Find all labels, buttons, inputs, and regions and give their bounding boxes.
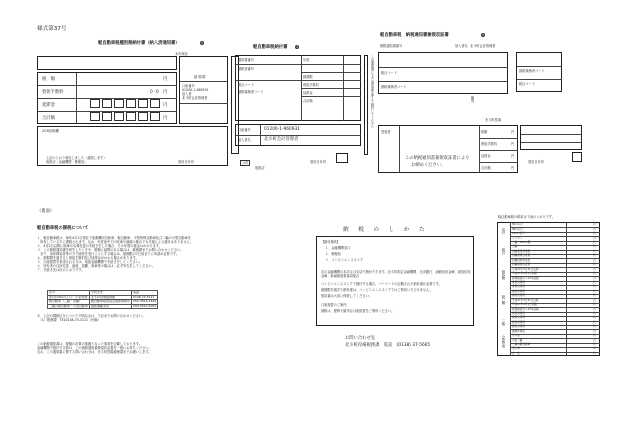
rate-row-label: 50cc以下 [512, 223, 524, 227]
slip2-notice-no: 通知書番号 [238, 58, 254, 62]
td: 原付(125cc以下)・小型特殊 [48, 295, 90, 300]
rate-yen: 円 [593, 347, 596, 351]
payment-title: 納 税 の し か た [343, 227, 427, 233]
rate-table [497, 222, 600, 356]
rate-yen: 円 [593, 303, 596, 307]
rate-row-label: 乗用自家用 [512, 285, 525, 289]
td: 050-5540-2002 [133, 303, 157, 308]
rate-yen: 円 [593, 227, 596, 231]
rate-group: 二輪 [501, 319, 505, 326]
payment-text-2: コンビニエンスストアで納付する場合、バーコードの記載された納付書が必要です。 [321, 282, 442, 286]
rate-yen: 円 [593, 232, 596, 236]
payment-box [316, 236, 474, 326]
rate-yen: 円 [593, 241, 596, 245]
rate-row-label: 雪上車 [512, 347, 520, 351]
rate-yen: 円 [593, 254, 596, 258]
slip2-tax-code: 税目コード [238, 83, 254, 87]
yen: 円 [511, 154, 515, 158]
td: 函館運輸支局 [90, 304, 132, 309]
receipt-circle: ① [200, 41, 204, 45]
yen: 円 [511, 166, 515, 170]
rate-yen: 円 [593, 267, 596, 271]
slip3-right-box [516, 52, 562, 92]
yen: 円 [511, 142, 515, 146]
rate-row-label: 四輪乗用自家用 [512, 254, 531, 258]
para: ２．4月2日以降に廃車や名義変更の手続きをした場合、その年度の税金はかかります。 [37, 244, 162, 248]
slip2-account-label: 口座番号 [238, 128, 251, 132]
slip2-account-number: 01200-1-960931 [264, 127, 300, 132]
slip2-stamp-box [336, 153, 348, 163]
rate-row-label: 四輪貨物営業用 [512, 258, 531, 262]
rate-row-label: 平成27年3月31日以前 [512, 267, 539, 271]
rate-row-label: 四輪貨物自家用 [512, 263, 531, 267]
slip3-tax-code: 税目コード [381, 71, 397, 75]
th: 区分 [48, 291, 90, 296]
slip3-circle: ③ [481, 33, 485, 37]
slip3-amount-box [378, 125, 518, 173]
bank-label: 取扱店（金融機関・郵便局） [46, 160, 88, 164]
slip2-payee-label: 加入者名 [238, 138, 251, 142]
rate-yen: 円 [593, 325, 596, 329]
para: また、身体障害者等の方で減免を受けようとする場合は、納期限の7日前までに申請が必要です。 [37, 252, 180, 256]
slip3-date-label: 領収日付印 [528, 160, 544, 164]
rate-row-label: 貨物自家用 [512, 325, 525, 329]
receipt-title: 軽自動車税種別割納付書（納入済通知書） [98, 41, 180, 46]
office-table [47, 290, 158, 309]
rate-row-label: 乗用営業用 [512, 280, 525, 284]
rate-row-label: 貨物営業用 [512, 320, 525, 324]
row-label-total: 合計額 [42, 116, 55, 121]
rate-group: 軽三輪 [501, 295, 505, 305]
rate-row-label: 四輪乗用営業用 [512, 249, 531, 253]
para: ４．納期限を過ぎると督促手数料及び延滞金がかかる場合があります。 [37, 256, 139, 260]
back-footer [37, 342, 152, 354]
rate-yen: 円 [593, 289, 596, 293]
payee-label: 加入者 [182, 92, 192, 96]
slip3-total: 合計額 [481, 166, 491, 170]
rate-yen: 円 [593, 272, 596, 276]
rate-yen: 円 [593, 338, 596, 342]
slip3-late: 延滞金 [481, 154, 491, 158]
slip2-field-table [235, 55, 361, 121]
slip3-message-1: この納税通知書兼領収証書により [405, 156, 470, 161]
payment-place-head: 【納付場所】 [321, 240, 341, 244]
rate-row-label: 90cc以下 [512, 227, 524, 231]
payment-text-6: 納税は、便利で確実な口座振替をご利用ください。 [321, 309, 395, 313]
slip3-tax: 税額 [481, 130, 488, 134]
footer-line: 金融機関で納付する際は、この納税通知書兼領収証書を一緒にお持ちください。 [37, 346, 152, 350]
slip3-owner-code: 納税義務者コード [381, 85, 407, 89]
slip2-payee: 北斗町会計管理者 [264, 137, 299, 142]
rate-row-label: ミニカー [512, 236, 523, 240]
receipt-signature-note: 上記のとおり領収しました（通知します） [46, 156, 107, 160]
contact-info: 北斗町役場税務課 電話 (0138) 37-5665 [345, 343, 431, 348]
slip3-message-2: お納めください。 [411, 163, 446, 168]
account-label: 口座番号 [182, 84, 195, 88]
row-label-late: 延滞金 [42, 103, 55, 108]
row-label-fee: 督促手数料 [42, 90, 64, 95]
rate-yen: 円 [593, 223, 596, 227]
slip3-office: 北斗町役場 [485, 118, 501, 122]
para: ７．手続き先は次のとおりです。 [37, 268, 85, 272]
td: 軽自動車検査協会函館事務所 [91, 299, 131, 304]
th: 手続き先 [90, 291, 132, 296]
slip3-owner-code-r: 納税義務者コード [519, 69, 545, 73]
slip3-side-label: この通知書により領収書を添えて納付してください [370, 55, 374, 129]
slip3-payee-label: 加入者名 [455, 44, 468, 48]
rate-group: 小型特殊 [501, 335, 505, 348]
slip3-payee: 北斗町会計管理者 [470, 44, 496, 48]
td: 0138-73-3111 [132, 295, 158, 300]
slip2-late: 延滞金 [303, 91, 313, 95]
slip2-account-box [235, 124, 361, 146]
yen: 円 [163, 116, 168, 121]
rate-row-label: 貨物営業用 [512, 289, 525, 293]
rate-row-label: 合 計 [512, 351, 520, 355]
slip2-year: 年度 [303, 58, 310, 62]
slip3-fee: 督促手数料 [481, 142, 497, 146]
rate-row-label: 新規検査から13年経過 [512, 307, 539, 311]
slip3-extra-box [520, 125, 582, 150]
rate-yen: 円 [593, 334, 596, 338]
account-number: 01200-1-960931 [182, 88, 209, 92]
rate-yen: 円 [593, 298, 596, 302]
fee-zero: 0 [150, 90, 153, 95]
rate-group: 軽四輪 [501, 270, 505, 280]
rate-group: 軽自 [501, 248, 505, 255]
td: 050-3816-1849 [133, 299, 157, 304]
rate-yen: 円 [593, 351, 596, 355]
rate-row-label: 三輪 [512, 245, 518, 249]
rate-row-divider [510, 245, 600, 246]
rate-row-divider [510, 236, 600, 237]
rate-row-label: 平成27年4月1日以後 [512, 303, 537, 307]
td: 北斗町役場税務課 [90, 295, 132, 300]
slip3-info-box [378, 52, 508, 94]
payment-text-5: 口座振替のご案内 [321, 303, 347, 307]
slip2-circle: ② [295, 45, 299, 49]
rate-row-divider [510, 347, 600, 348]
rate-row-divider [510, 338, 600, 339]
rate-yen: 円 [593, 316, 596, 320]
rate-yen: 円 [593, 320, 596, 324]
rate-yen: 円 [593, 236, 596, 240]
rate-yen: 円 [593, 258, 596, 262]
rate-row-label: 二輪の軽自動車 [512, 343, 531, 346]
para: ６．所有者の住所変更、譲渡、盗難、廃車等の場合は、必ず申告をしてください。 [37, 264, 155, 268]
payment-text-4: 領収書は大切に保管してください。 [321, 294, 372, 298]
row-label-tax: 税 額 [42, 77, 55, 82]
rate-yen: 円 [593, 249, 596, 253]
yen: 円 [511, 130, 515, 134]
rate-yen: 円 [593, 280, 596, 284]
back-side-label: （裏面） [37, 209, 55, 214]
tax-paragraphs [37, 236, 307, 272]
slip2-total: 合計額 [303, 99, 313, 103]
payment-text-1: 次の金融機関の本店又は支店で納付できます。北斗町指定金融機関、北洋銀行、函館信用金庫、渡島信用金庫、新函館農業協同組合 [321, 270, 471, 278]
rate-row-label: 乗用営業用 [512, 311, 525, 315]
receipt-account-box [179, 56, 228, 124]
rate-row-divider [510, 227, 600, 228]
footer-line: この納税通知書は、税額の計算の基礎となった事項を記載しております。 [37, 342, 142, 346]
slip2-fee: 督促手数料 [303, 83, 319, 87]
tax-section-title: 軽自動車税の課税について [37, 226, 89, 231]
date-stamp-label: 領収日付印 [178, 160, 194, 164]
rate-yen: 円 [593, 307, 596, 311]
slip3-kind-label: 種別 [470, 96, 474, 103]
receipt-header-box [37, 56, 177, 70]
slip2-side-strip [364, 55, 368, 155]
rate-row-divider [510, 352, 600, 353]
para: ３．この納税通知書を紛失したときや、税額に疑問のある場合は、税務課までお問い合わせください。 [37, 248, 184, 252]
rate-yen: 円 [593, 245, 596, 249]
payment-text-3: 納期限を過ぎた納付書は、コンビニエンスストアではご利用いただけません。 [321, 288, 433, 292]
rate-row-divider [510, 334, 600, 335]
rate-yen: 円 [593, 276, 596, 280]
yen: 円 [163, 77, 168, 82]
due-label: 納 期 限 [194, 75, 206, 79]
yen: 円 [163, 90, 168, 95]
rate-yen: 円 [593, 343, 596, 346]
payment-item: ２．郵便局 [325, 252, 341, 256]
payment-item: １．金融機関窓口 [325, 246, 351, 250]
slip2-owner-code: 納税義務者コード [238, 90, 264, 94]
receipt-sub: 本市保存 [175, 52, 188, 56]
rate-row-label: 貨物自家用 [512, 294, 525, 298]
slip2-taxpayer: 納税者番号 [238, 67, 254, 71]
fee-zero: 0 [156, 90, 159, 95]
footer-line: なお、この通知書に関する問い合わせは、北斗町役場税務課までお願いします。 [37, 350, 152, 354]
td: 二輪の軽自動車・小型自動車 [49, 303, 89, 308]
td: 軽自動車（三輪・四輪） [48, 300, 90, 305]
official-seal: 公印 [242, 161, 249, 165]
note: ８．上記の課税区分について不明な点は、下記までお問い合わせください。 [37, 314, 146, 318]
rate-row-label: その他 [512, 334, 520, 338]
rate-yen: 円 [593, 294, 596, 298]
slip2-due: 納期限 [303, 75, 313, 79]
form-number: 様式第37号 [37, 26, 67, 32]
slip3-tax-code-r: 税目コード [519, 82, 535, 86]
slip3-title: 軽自動車税 納税通知書兼領収証書 [380, 33, 449, 38]
rate-group: 原付 [501, 228, 505, 235]
rate-row-label: 小型二輪 [512, 338, 523, 342]
rate-row-label: 125cc以下 [512, 232, 525, 236]
slip2-title: 軽自動車税納付書 [253, 45, 288, 50]
para: １．軽自動車税は、毎年4月1日現在で原動機付自転車、軽自動車、小型特殊自動車及び二輪の小型自動車を [37, 236, 191, 240]
rate-yen: 円 [593, 263, 596, 267]
rate-row-label: 平成27年3月31日以前 [512, 298, 539, 302]
rate-row-label: 新規検査から13年経過 [512, 276, 539, 280]
contact-label: お問い合わせ先 [345, 336, 376, 341]
slip3-stamp-box [572, 152, 582, 162]
th: 電話 [132, 291, 158, 296]
receipt-amount-table [37, 72, 177, 124]
rate-yen: 円 [593, 329, 596, 333]
rate-row-label: 乗用自家用 [512, 316, 525, 320]
payment-item: ３．コンビニエンスストア [325, 258, 364, 262]
rate-row-label: 二輪（125cc超） [512, 241, 533, 245]
tax-notes [37, 314, 145, 322]
para: ５．口座振替を希望される方は、取扱金融機関で手続きをしてください。 [37, 260, 143, 264]
rate-row-label: 農耕作業用 [512, 329, 525, 333]
rate-yen: 円 [593, 311, 596, 315]
yen: 円 [163, 103, 168, 108]
rate-title: 軽自動車税の税率は下表のとおりです。 [498, 215, 556, 219]
ocr-area [37, 126, 228, 166]
slip3-sub-label: 納税通知書番号 [380, 44, 403, 48]
para: 所有している方に課税されます。なお、年度途中での廃車や譲渡の場合でも月割による還付はありません。 [37, 240, 194, 244]
slip2-bank-label: 取扱店 [255, 166, 265, 170]
note: （1）税務課 TEL0138-73-3111（内線） [37, 318, 101, 322]
slip3-receiver: 受領者 [381, 130, 391, 134]
payee-name: 北斗町会計管理者 [182, 96, 208, 100]
slip2-date-label: 領収日付印 [310, 160, 326, 164]
rate-row-label: 平成27年4月1日以後 [512, 272, 537, 276]
ocr-label: OCR読取欄 [42, 129, 59, 133]
rate-yen: 円 [593, 285, 596, 289]
